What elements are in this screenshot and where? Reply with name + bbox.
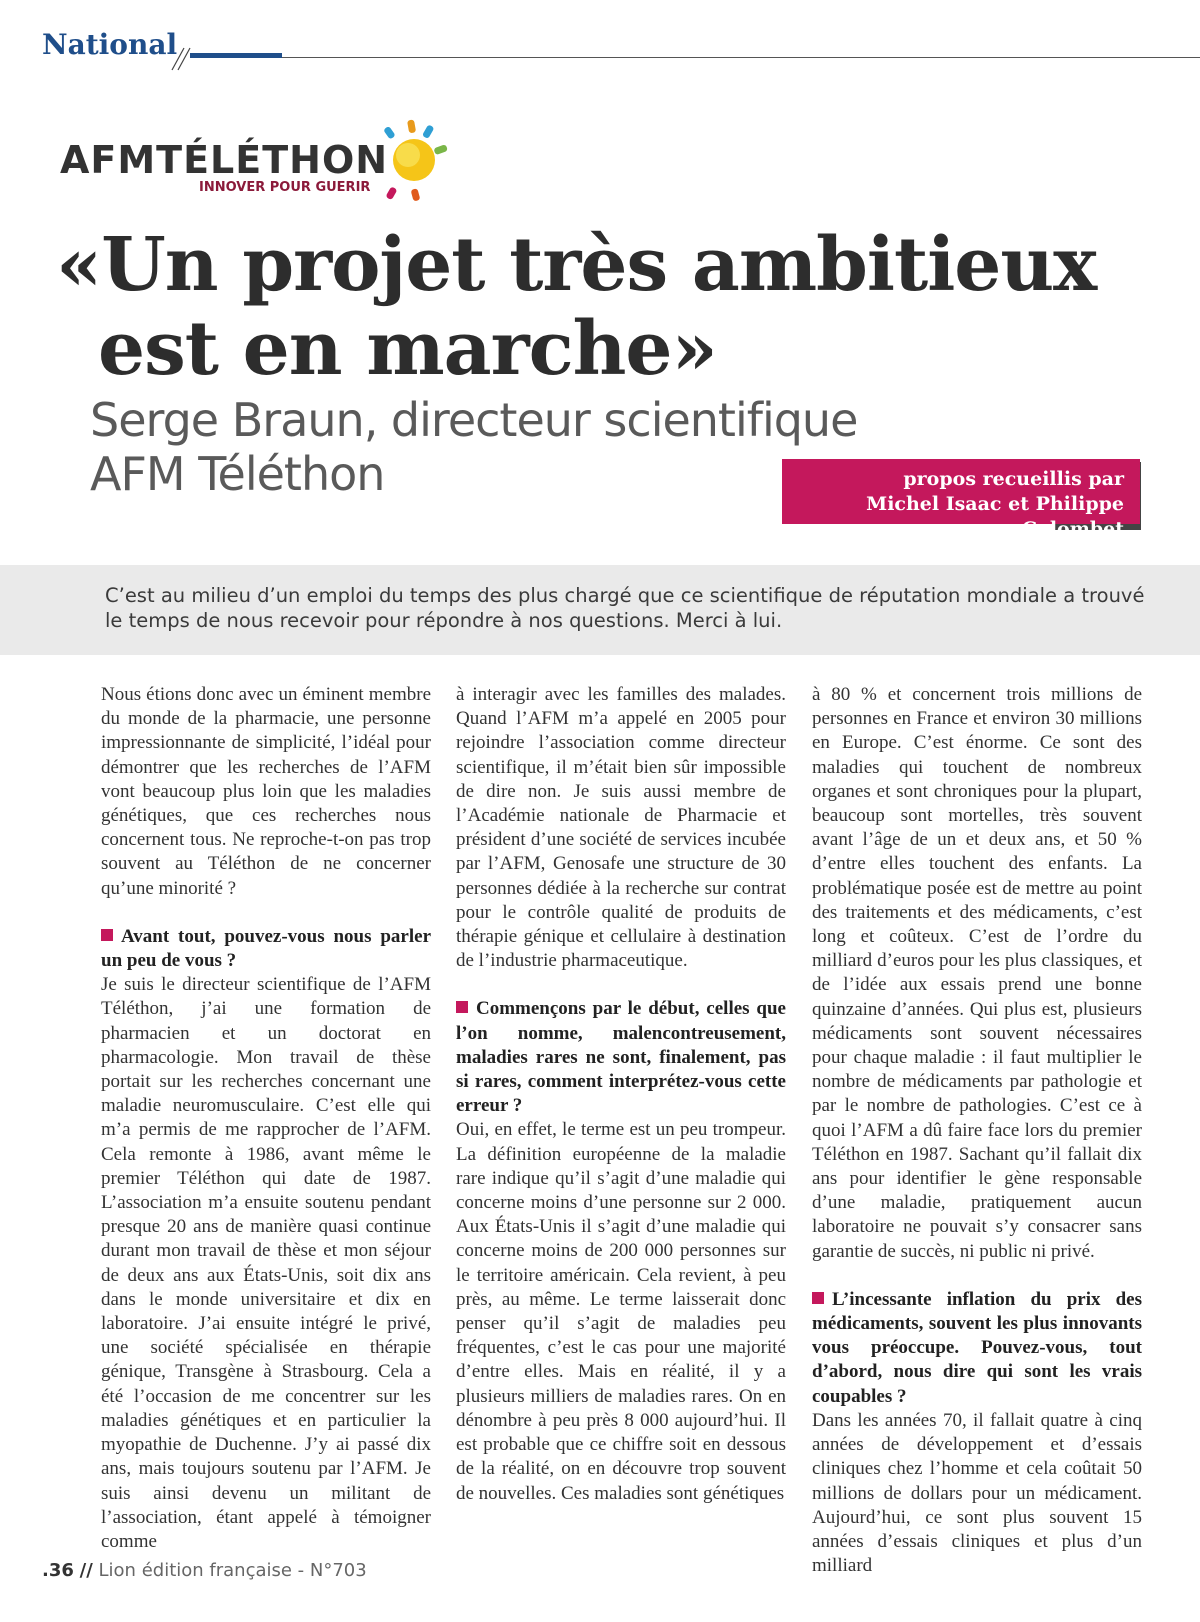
- paragraph: à interagir avec les familles des malades. Quand l’AFM m’a appelé en 2005 pour rejoindre l’association comme directeur scientifique, il m’était bien sûr impossible de dire non. Je suis aussi membre de l’Académie nationale de Pharmacie et président d’une société de services incubée par l’AFM, Genosafe une structure de 30 personnes dédiée à la recherche sur contrat pour le contrôle qualité de produits de thérapie génique et cellulaire à destination de l’industrie pharmaceutique.: [456, 684, 786, 972]
- question-bullet-icon: [101, 929, 113, 941]
- page-footer: [42, 1560, 367, 1581]
- question-text: Avant tout, pouvez-vous nous parler un peu de vous ?: [101, 925, 431, 972]
- answer: Oui, en effet, le terme est un peu trompeur. La définition européenne de la maladie rare indique qu’il s’agit d’une maladie qui concerne moins d’une personne sur 2 000. Aux États-Unis il s’agit d’une maladie qui concerne moins de 200 000 personnes sur le territoire américain. Cela revient, à peu près, au même. Le terme laisserait donc penser qu’il s’agit de maladies peu fréquentes, c’est le cas pour une majorité d’entre elles. Mais en réalité, il y a plusieurs milliers de maladies rares. On en dénombre à peu près 8 000 aujourd’hui. Il est probable que ce chiffre soit en dessous de la réalité, on en découvre trop souvent de nouvelles. Ces maladies sont génétiques: [456, 1119, 786, 1504]
- answer: Dans les années 70, il fallait quatre à cinq années de développement et d’essais cliniques chez l’homme et cela coûtait 50 millions de dollars pour un médicament. Aujourd’hui, ce sont plus souvent 15 années d’essais cliniques et plus d’un milliard: [812, 1409, 1142, 1577]
- question-bullet-icon: [812, 1292, 824, 1304]
- answer: Je suis le directeur scientifique de l’AFM Téléthon, j’ai une formation de pharmacien et un doctorat en pharmacologie. Mon travail de thèse portait sur les recherches concernant une maladie neuromusculaire. C’est elle qui m’a permis de me rapprocher de l’AFM. Cela remonte à 1986, avant même le premier Téléthon qui date de 1987. L’association m’a ensuite soutenu pendant presque 20 ans de manière quasi continue durant mon travail de thèse et mon séjour de deux ans aux États-Unis, soit dix ans dans le monde universitaire et dix en laboratoire. J’ai ensuite intégré le privé, une société spécialisée en thérapie génique, Transgène à Strasbourg. Cela a été l’occasion de me concentrer sur les maladies génétiques et en particulier la myopathie de Duchenne. J’y ai passé dix ans, mais toujours soutenu par l’AFM. Je suis ainsi devenu un militant de l’association, étant appelé à témoigner comme: [101, 974, 431, 1552]
- article-title-line-2: est en marche»: [98, 306, 717, 392]
- credit-line-1: propos recueillis par: [903, 468, 1124, 490]
- question-text: Commençons par le début, celles que l’on nomme, malencontreusement, maladies rares ne sont, finalement, pas si rares, comment interprétez-vous cette erreur ?: [456, 998, 786, 1117]
- article-subtitle-line-2: AFM Téléthon: [90, 447, 385, 501]
- article-title-line-1: «Un projet très ambitieux: [56, 222, 1097, 308]
- page-number: .36: [42, 1560, 74, 1581]
- column-3: [812, 683, 1142, 1578]
- article-subtitle-line-1: Serge Braun, directeur scientifique: [90, 393, 858, 447]
- question-bullet-icon: [456, 1001, 468, 1013]
- column-1: [101, 683, 431, 1554]
- question: [456, 997, 786, 1118]
- header-rule: [282, 57, 1200, 58]
- afm-telethon-logo-wordmark: AFMTÉLÉTHON: [60, 138, 389, 182]
- paragraph: à 80 % et concernent trois millions de personnes en France et environ 30 millions en Europe. C’est énorme. Ce sont des maladies qui touchent de nombreux organes et sont chroniques pour la plupart, beaucoup sont mortelles, très souvent avant l’âge de un et deux ans, et 50 % d’entre elles touchent des enfants. La problématique posée est de mettre au point des traitements et des médicaments, c’est long et coûteux. C’est de l’ordre du milliard d’euros pour les plus classiques, et de l’idée aux essais prend une bonne quinzaine d’années. Qui plus est, plusieurs médicaments sont souvent nécessaires pour chaque maladie : il faut multiplier le nombre de médicaments par pathologie et par le nombre de pathologies. C’est ce à quoi l’AFM a dû faire face lors du premier Téléthon en 1987. Sachant qu’il fallait dix ans pour identifier le gène responsable d’une maladie, pratiquement aucun laboratoire ne pouvait s’y consacrer sans garantie de succès, ni public ni privé.: [812, 684, 1142, 1262]
- question: [812, 1288, 1142, 1409]
- question: [101, 925, 431, 973]
- footer-separator: //: [79, 1560, 93, 1581]
- afm-telethon-logo-tagline: INNOVER POUR GUERIR: [199, 180, 371, 195]
- section-title: National: [42, 28, 178, 61]
- header-accent-bar: [190, 53, 282, 58]
- paragraph: Nous étions donc avec un éminent membre du monde de la pharmacie, une personne impressionnante de simplicité, l’idéal pour démontrer que les recherches de l’AFM vont beaucoup plus loin que les maladies génétiques, que ces recherches nous concernent tous. Ne reproche-t-on pas trop souvent au Téléthon de ne concerner qu’une minorité ?: [101, 684, 431, 899]
- credit-box: [782, 459, 1140, 540]
- credit-authors: Michel Isaac et Philippe Colombet: [866, 493, 1124, 540]
- article-intro: C’est au milieu d’un emploi du temps des plus chargé que ce scientifique de réputation mondiale a trouvé le temps de nous recevoir pour répondre à nos questions. Merci à lui.: [105, 584, 1145, 632]
- telethon-sun-icon: [378, 115, 458, 205]
- publication-name: Lion édition française - N°703: [98, 1560, 367, 1581]
- column-2: [456, 683, 786, 1506]
- question-text: L’incessante inflation du prix des médicaments, souvent les plus innovants vous préoccupe. Pouvez-vous, tout d’abord, nous dire qui sont les vrais coupables ?: [812, 1288, 1142, 1407]
